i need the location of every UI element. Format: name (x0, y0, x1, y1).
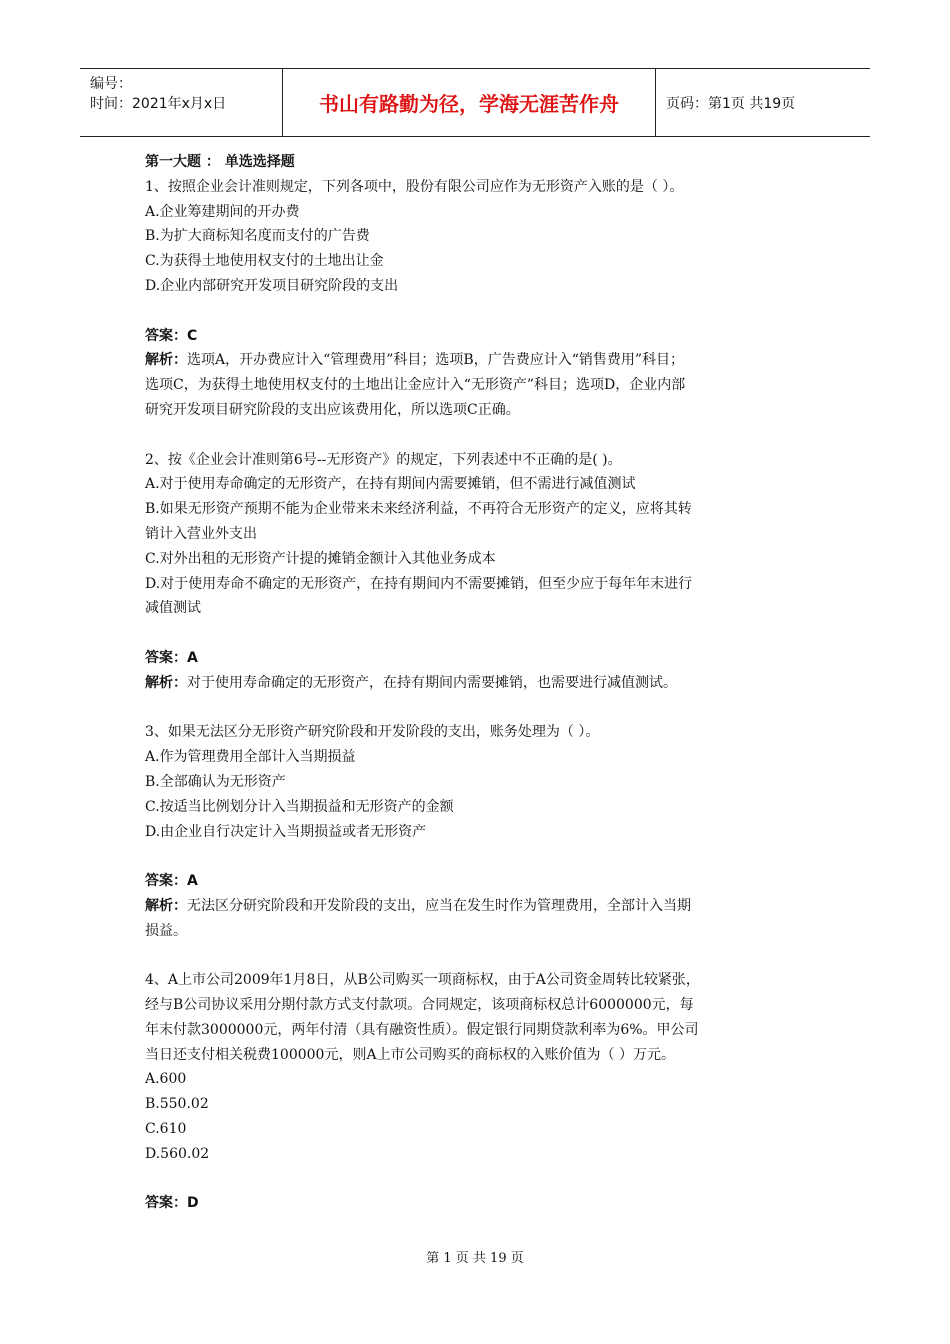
analysis-line (145, 348, 813, 373)
analysis-text: 损益。 (145, 922, 187, 939)
page-header (80, 68, 870, 137)
analysis-text: 选项C，为获得土地使用权支付的土地出让金应计入“无形资产”科目；选项D，企业内部 (145, 377, 686, 394)
header-page-info: 页码：第1页 共19页 (666, 95, 796, 112)
time-label: 时间：2021年x月x日 (90, 96, 227, 112)
question-option: B.550.02 (145, 1096, 209, 1113)
analysis-label: 解析： (145, 352, 187, 369)
analysis-text: 选项A，开办费应计入“管理费用”科目；选项B，广告费应计入“销售费用”科目； (187, 352, 685, 369)
question-stem: 1、按照企业会计准则规定，下列各项中，股份有限公司应作为无形资产入账的是（ ）。 (145, 178, 684, 195)
analysis-text: 研究开发项目研究阶段的支出应该费用化，所以选项C正确。 (145, 401, 520, 418)
analysis-text: 对于使用寿命确定的无形资产，在持有期间内需要摊销，也需要进行减值测试。 (187, 674, 677, 691)
question-option: A.对于使用寿命确定的无形资产，在持有期间内需要摊销，但不需进行减值测试 (145, 476, 636, 493)
analysis-label: 解析： (145, 674, 187, 691)
analysis-label: 解析： (145, 897, 187, 914)
analysis-text: 无法区分研究阶段和开发阶段的支出，应当在发生时作为管理费用，全部计入当期 (187, 897, 691, 914)
question-option: B.全部确认为无形资产 (145, 773, 286, 790)
header-motto: 书山有路勤为径，学海无涯苦作舟 (283, 69, 656, 136)
analysis-line (145, 671, 813, 696)
question-stem: 当日还支付相关税费100000元，则A上市公司购买的商标权的入账价值为（ ）万元。 (145, 1046, 676, 1063)
question-option: C.对外出租的无形资产计提的摊销金额计入其他业务成本 (145, 550, 496, 567)
question-option: 减值测试 (145, 600, 201, 617)
spacer (145, 696, 813, 721)
question-option: 销计入营业外支出 (145, 525, 257, 542)
question-stem: 3、如果无法区分无形资产研究阶段和开发阶段的支出，账务处理为（ ）。 (145, 724, 600, 741)
question-option: B.为扩大商标知名度而支付的广告费 (145, 228, 370, 245)
section-title: 第一大题 ： 单选选择题 (145, 154, 295, 170)
spacer (145, 944, 813, 969)
answer-label: 答案： (145, 1195, 187, 1212)
answer-line (145, 1191, 813, 1216)
answer-label: 答案： (145, 649, 187, 666)
answer-value: A (187, 649, 198, 666)
question-option: D.对于使用寿命不确定的无形资产，在持有期间内不需要摊销，但至少应于每年年末进行 (145, 575, 693, 592)
question-stem: 年末付款3000000元，两年付清（具有融资性质）。假定银行同期贷款利率为6%。甲公司 (145, 1021, 699, 1038)
spacer (145, 844, 813, 869)
spacer (145, 1167, 813, 1192)
question-option: D.由企业自行决定计入当期损益或者无形资产 (145, 823, 427, 840)
analysis-line (145, 373, 813, 398)
question-option: C.为获得土地使用权支付的土地出让金 (145, 253, 384, 270)
answer-line (145, 646, 813, 671)
question-stem: 4、A上市公司2009年1月8日，从B公司购买一项商标权，由于A公司资金周转比较紧张， (145, 972, 700, 989)
answer-label: 答案： (145, 327, 187, 344)
header-meta (80, 69, 283, 136)
question-option: A.企业筹建期间的开办费 (145, 203, 300, 220)
question-stem: 经与B公司协议采用分期付款方式支付款项。合同规定，该项商标权总计6000000元，每 (145, 997, 694, 1014)
answer-label: 答案： (145, 873, 187, 890)
spacer (145, 299, 813, 324)
answer-value: C (187, 327, 198, 344)
question-option: C.610 (145, 1121, 187, 1138)
number-label: 编号： (90, 76, 132, 92)
question-option: A.作为管理费用全部计入当期损益 (145, 749, 356, 766)
answer-line (145, 869, 813, 894)
question-option: B.如果无形资产预期不能为企业带来未来经济利益，不再符合无形资产的定义，应将其转 (145, 501, 692, 518)
answer-line (145, 324, 813, 349)
document-body (145, 150, 813, 1216)
analysis-line (145, 398, 813, 423)
answer-value: D (187, 1195, 199, 1212)
page-footer: 第 1 页 共 19 页 (426, 1251, 524, 1266)
analysis-line (145, 894, 813, 919)
answer-value: A (187, 873, 198, 890)
spacer (145, 423, 813, 448)
question-option: D.560.02 (145, 1145, 210, 1162)
analysis-line (145, 919, 813, 944)
question-option: D.企业内部研究开发项目研究阶段的支出 (145, 277, 399, 294)
question-option: A.600 (145, 1071, 187, 1088)
spacer (145, 621, 813, 646)
question-stem: 2、按《企业会计准则第6号--无形资产》的规定，下列表述中不正确的是( )。 (145, 451, 622, 468)
question-option: C.按适当比例划分计入当期损益和无形资产的金额 (145, 798, 454, 815)
